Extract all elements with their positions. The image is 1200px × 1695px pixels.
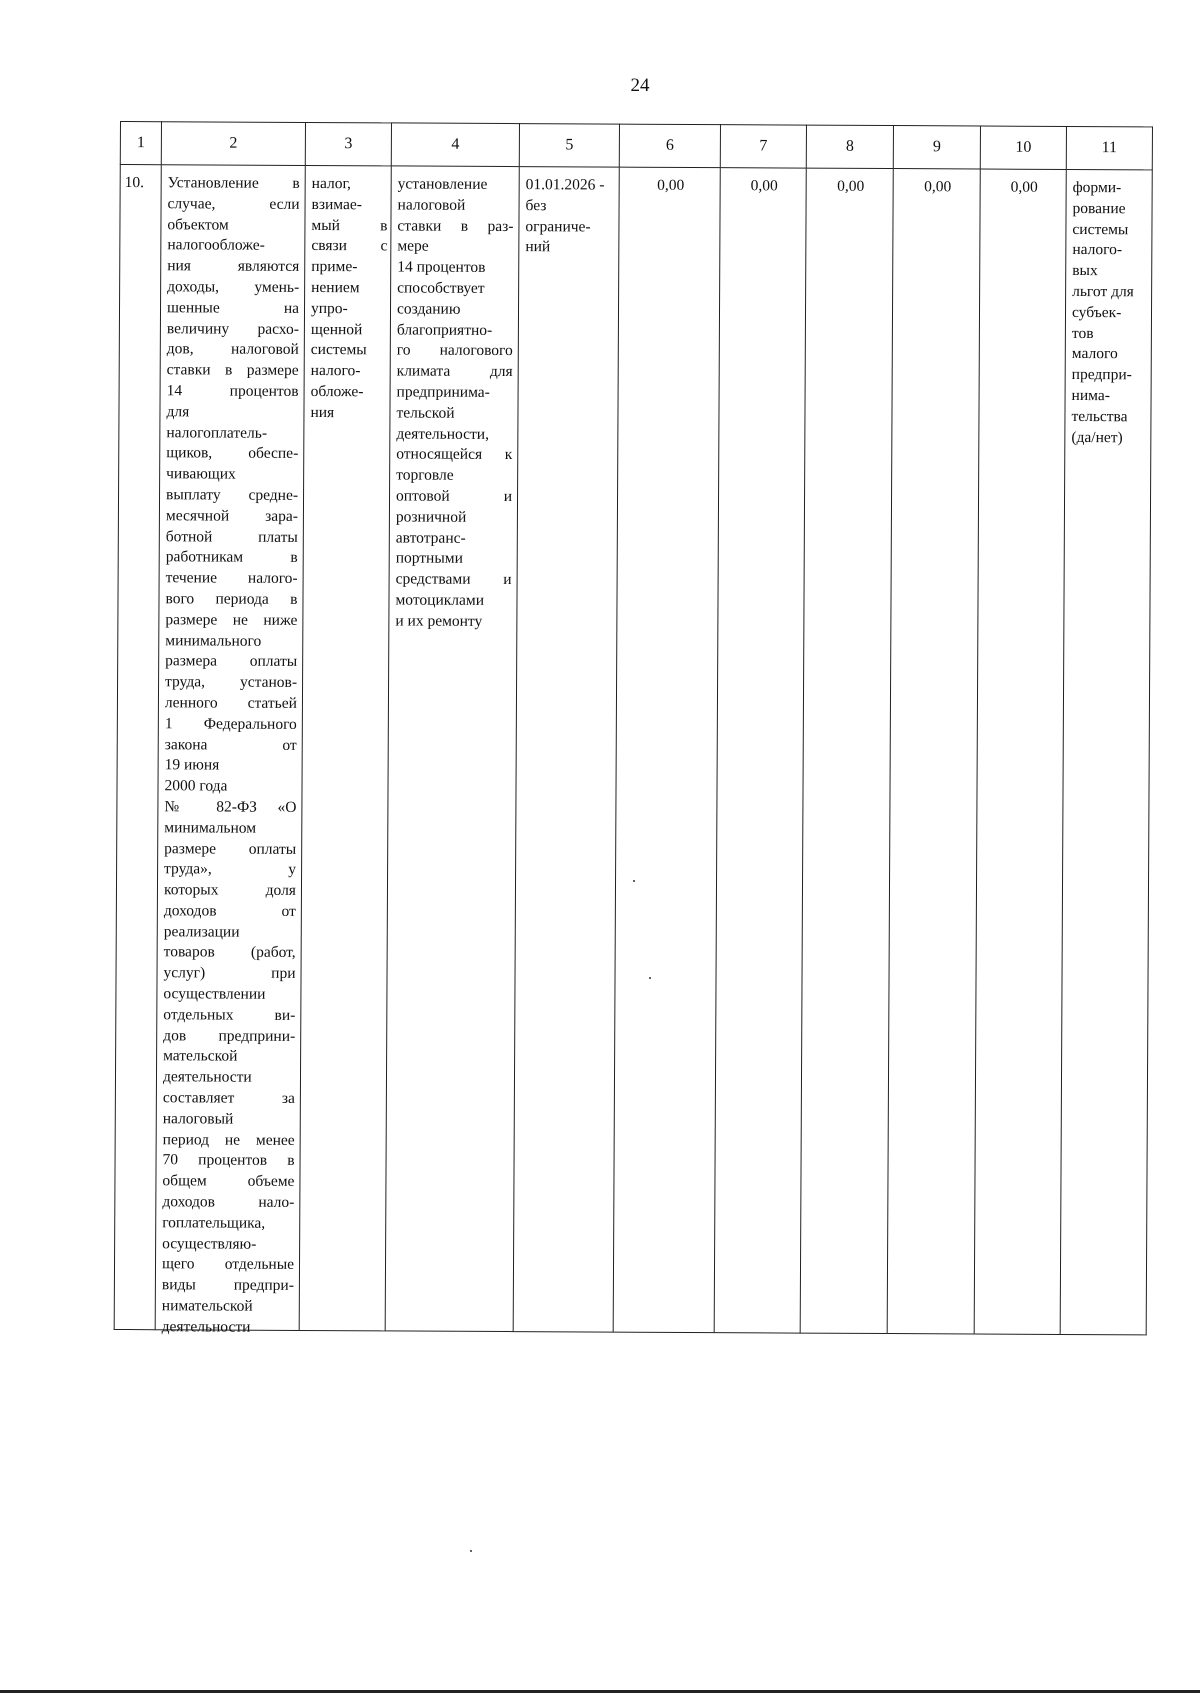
col4-line: благоприятно- [396,321,493,339]
col5-line: 01.01.2026 - [525,176,605,194]
col2-line: осуществлении [163,985,266,1003]
validity-period [525,175,617,259]
col2-line: 1 Федерального [164,714,297,733]
col2-line: ставки в размере [166,361,299,380]
col2-line: доходов от [163,902,296,920]
value-cell-6 [613,167,720,1333]
benefit-description [161,173,300,1336]
col4-line: способствует [397,279,485,297]
scan-speck [649,977,651,979]
col3-line: обложе- [310,382,364,401]
col3-line: мый в [311,216,388,234]
scan-speck [633,880,635,882]
col2-line: нимательской [161,1297,253,1315]
col4-line: предпринима- [396,383,490,401]
col2-line: осуществляю- [162,1234,257,1253]
row-number-cell [114,165,161,1330]
tax-name [310,174,387,424]
col2-line: ботной платы [165,527,298,546]
value-10: 0,00 [1010,178,1038,196]
col11-line: (да/нет) [1071,428,1123,446]
table-row [114,165,1152,1335]
col11-line: малого [1071,345,1118,363]
col4-line: тельской [396,404,455,422]
col2-line: налогоплатель- [166,423,268,442]
col11-line: тов [1071,324,1094,342]
col3-line: взимае- [311,195,362,214]
col2-line: ния являются [167,257,300,276]
col11-line: льгот для [1072,282,1134,301]
column-header: 9 [893,126,980,169]
col4-line: относящейся к [396,445,513,464]
col4-line: налоговой [397,196,466,214]
column-header: 4 [391,123,519,167]
col5-line: без [525,196,547,215]
col2-line: размере оплаты [164,839,297,858]
col2-line: налогообложе- [167,236,265,255]
col2-line: закона от [164,735,297,754]
col2-line: минимальном [164,818,257,837]
tax-benefit-table-container [114,121,1152,1335]
col11-line: тельства [1071,407,1128,426]
col2-line: доходов нало- [162,1193,295,1211]
col4-line: созданию [396,300,461,318]
col2-line: деятельности [162,1068,252,1086]
col2-line: выплату средне- [165,486,299,504]
col5-line: ограниче- [525,217,591,236]
value-6: 0,00 [657,176,685,194]
validity-period-cell [513,167,619,1333]
col2-line: случае, если [167,195,300,213]
col3-line: упро- [310,299,348,317]
col3-line: ния [310,403,335,421]
col11-line: вых [1072,262,1098,280]
col4-line: мотоциклами [395,591,485,609]
col11-line: нима- [1071,386,1110,405]
col2-line: 19 июня [164,756,220,774]
col4-line: торговле [396,466,454,484]
col4-line: розничной [395,508,467,526]
value-cell-10 [974,169,1066,1334]
column-header: 10 [980,126,1066,169]
value-8: 0,00 [837,177,865,195]
col2-line: общем объеме [162,1172,295,1191]
scan-speck [470,1550,472,1552]
criteria-cell [1060,169,1152,1334]
col2-line: величину расхо- [166,319,299,338]
col3-line: системы [310,341,367,359]
col3-line: налог, [311,175,352,193]
col2-line: составляет за [162,1089,295,1107]
scan-edge-line [0,1690,1200,1693]
col2-line: труда», у [164,860,297,879]
col2-line: деятельности [161,1318,251,1336]
value-cell-7 [714,168,806,1333]
col2-line: объектом [167,215,229,234]
benefit-purpose-cell [385,166,519,1332]
col2-line: дов предприни- [163,1026,296,1045]
col2-line: месячной зара- [165,506,298,525]
col2-line: труда, установ- [165,673,298,692]
col4-line: автотранс- [395,528,466,547]
col11-line: предпри- [1071,366,1132,384]
col2-line: работникам в [165,548,298,567]
value-cell-9 [887,169,980,1334]
col3-line: налого- [310,362,361,380]
value-cell-8 [800,168,893,1333]
col2-line: 2000 года [164,777,228,795]
col3-line: приме- [311,258,358,276]
column-header: 2 [161,122,305,166]
col4-line: мере [397,237,429,256]
col4-line: оптовой и [395,487,513,506]
col4-line: 14 процентов [397,258,486,277]
col2-line: для [166,403,190,421]
col2-line: чивающих [166,465,236,483]
col2-line: ленного статьей [164,694,297,712]
col2-line: вого периода в [165,590,298,608]
col4-line: и их ремонту [395,612,483,630]
value-9: 0,00 [924,178,952,196]
col4-line: средствами и [395,570,512,589]
row-number: 10. [124,174,145,192]
col2-line: период не менее [162,1130,295,1149]
col3-line: щенной [310,320,363,338]
col4-line: климата для [396,362,513,381]
column-header: 3 [305,122,391,165]
column-header: 1 [120,122,161,165]
col4-line: деятельности, [396,425,490,443]
col4-line: го налогового [396,341,513,360]
table-header-row [120,122,1152,170]
col2-line: шенные на [166,299,300,317]
col2-line: 14 процентов [166,382,299,400]
col2-line: течение налого- [165,569,298,588]
col11-line: налого- [1072,241,1123,259]
col2-line: гоплательщика, [162,1214,266,1232]
column-header: 6 [619,124,720,168]
col2-line: минимального [165,631,262,650]
col11-line: рование [1072,199,1126,218]
col2-line: реализации [163,922,240,941]
col11-line: системы [1072,220,1129,238]
col2-line: услуг) при [163,964,296,983]
value-7: 0,00 [750,177,778,195]
col2-line: Установление в [167,174,300,192]
benefit-purpose [395,174,513,632]
col2-line: дов, налоговой [166,340,299,359]
column-header: 5 [519,124,619,168]
page-number: 24 [630,75,650,96]
col2-line: виды предпри- [161,1276,294,1295]
column-header: 8 [806,125,893,168]
col2-line: размера оплаты [165,652,298,671]
col2-line: размере не ниже [165,610,298,629]
col2-line: отдельных ви- [163,1006,296,1024]
col3-line: связи с [311,237,388,255]
col4-line: портными [395,549,463,568]
col11-line: форми- [1072,178,1122,197]
col2-line: 70 процентов в [162,1151,295,1170]
col3-line: нением [311,278,360,297]
col2-line: щиков, обеспе- [166,444,299,463]
col2-line: которых доля [163,881,297,900]
col4-line: ставки в раз- [397,217,514,235]
col11-line: субъек- [1071,303,1122,322]
col2-line: мательской [163,1047,238,1066]
col2-line: доходы, умень- [167,278,300,296]
tax-name-cell [299,165,391,1330]
col2-line: налоговый [162,1110,234,1128]
tax-benefit-table [114,121,1153,1335]
benefit-description-cell [155,165,305,1336]
col4-line: установление [397,175,488,193]
col2-line: товаров (работ, [163,943,296,962]
column-header: 11 [1066,126,1152,169]
col2-line: № 82-ФЗ «О [164,798,297,816]
col2-line: щего отдельные [161,1255,295,1274]
criteria-text [1071,178,1152,449]
col5-line: ний [525,238,551,256]
column-header: 7 [720,125,806,168]
